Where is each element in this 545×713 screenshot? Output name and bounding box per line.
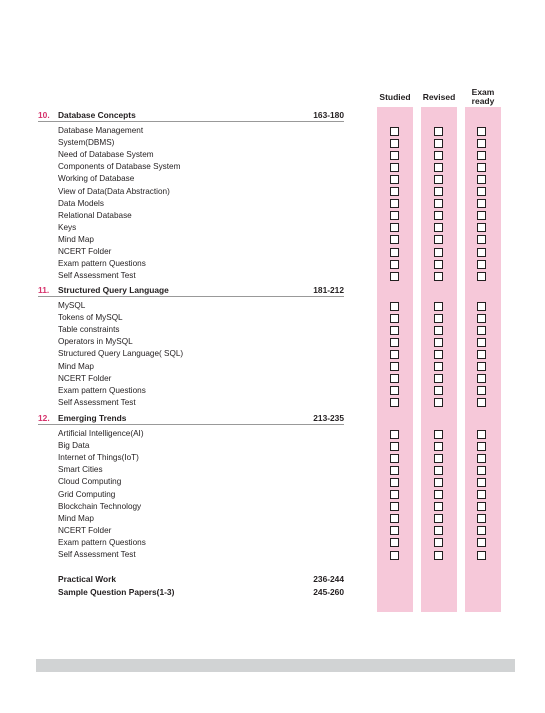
- revised-checkbox[interactable]: [434, 466, 443, 475]
- revised-checkbox[interactable]: [434, 350, 443, 359]
- topic-item: MySQL: [58, 301, 86, 310]
- studied-checkbox[interactable]: [390, 326, 399, 335]
- studied-checkbox[interactable]: [390, 490, 399, 499]
- studied-checkbox[interactable]: [390, 551, 399, 560]
- topic-item: Internet of Things(IoT): [58, 453, 139, 463]
- topic-item: Exam pattern Questions: [58, 385, 146, 395]
- revised-checkbox[interactable]: [434, 490, 443, 499]
- topic-item: Self Assessment Test: [58, 271, 136, 281]
- revised-checkbox[interactable]: [434, 398, 443, 407]
- section-number: 12.: [38, 413, 50, 423]
- topic-item: Table constraints: [58, 325, 120, 335]
- studied-checkbox[interactable]: [390, 502, 399, 511]
- topic-item: View of Data(Data Abstraction): [58, 186, 170, 196]
- exam-ready-checkbox[interactable]: [477, 127, 486, 136]
- exam-ready-checkbox[interactable]: [477, 514, 486, 523]
- studied-column-header: Studied: [379, 92, 411, 102]
- exam-ready-checkbox[interactable]: [477, 199, 486, 208]
- exam-ready-checkbox[interactable]: [477, 478, 486, 487]
- studied-checkbox[interactable]: [390, 223, 399, 232]
- revised-checkbox[interactable]: [434, 538, 443, 547]
- section-number: 10.: [38, 110, 50, 120]
- exam-ready-checkbox[interactable]: [477, 466, 486, 475]
- topic-item: Operators in MySQL: [58, 337, 133, 347]
- exam-ready-checkbox[interactable]: [477, 163, 486, 172]
- studied-checkbox[interactable]: [390, 430, 399, 439]
- exam-ready-checkbox[interactable]: [477, 260, 486, 269]
- topic-item: Self Assessment Test: [58, 550, 136, 559]
- studied-checkbox[interactable]: [390, 478, 399, 487]
- exam-ready-checkbox[interactable]: [477, 526, 486, 535]
- topic-item: Mind Map: [58, 234, 94, 244]
- revised-checkbox[interactable]: [434, 248, 443, 257]
- topic-item: Self Assessment Test: [58, 397, 136, 407]
- extra-entry: [58, 586, 344, 598]
- section-pages: 213-235: [313, 413, 344, 423]
- revised-checkbox[interactable]: [434, 314, 443, 323]
- topic-item: Exam pattern Questions: [58, 259, 146, 269]
- revised-checkbox[interactable]: [434, 235, 443, 244]
- studied-checkbox[interactable]: [390, 272, 399, 281]
- section-title: Database Concepts: [58, 110, 136, 120]
- revised-checkbox[interactable]: [434, 187, 443, 196]
- studied-checkbox[interactable]: [390, 526, 399, 535]
- studied-checkbox[interactable]: [390, 139, 399, 148]
- studied-checkbox[interactable]: [390, 151, 399, 160]
- studied-checkbox[interactable]: [390, 211, 399, 220]
- section-heading: [38, 109, 344, 122]
- extra-title: Sample Question Papers(1-3): [58, 586, 175, 597]
- exam-ready-checkbox[interactable]: [477, 374, 486, 383]
- exam-ready-checkbox[interactable]: [477, 272, 486, 281]
- topic-item: System(DBMS): [58, 138, 115, 148]
- exam-ready-checkbox[interactable]: [477, 386, 486, 395]
- topic-item: Blockchain Technology: [58, 501, 142, 511]
- topic-item: NCERT Folder: [58, 373, 112, 383]
- topic-item: Data Models: [58, 198, 104, 208]
- revised-checkbox[interactable]: [434, 430, 443, 439]
- exam-ready-column-header: Exam ready: [471, 87, 495, 106]
- studied-checkbox[interactable]: [390, 199, 399, 208]
- revised-checkbox[interactable]: [434, 175, 443, 184]
- exam-ready-checkbox[interactable]: [477, 430, 486, 439]
- studied-checkbox[interactable]: [390, 314, 399, 323]
- revised-checkbox[interactable]: [434, 139, 443, 148]
- revised-checkbox[interactable]: [434, 478, 443, 487]
- studied-checkbox[interactable]: [390, 398, 399, 407]
- revised-checkbox[interactable]: [434, 199, 443, 208]
- topic-item: Need of Database System: [58, 150, 154, 160]
- exam-ready-checkbox[interactable]: [477, 398, 486, 407]
- revised-checkbox[interactable]: [434, 260, 443, 269]
- exam-ready-checkbox[interactable]: [477, 538, 486, 547]
- extra-title: Practical Work: [58, 574, 117, 584]
- section-pages: 163-180: [313, 110, 344, 120]
- exam-ready-checkbox[interactable]: [477, 223, 486, 232]
- revised-checkbox[interactable]: [434, 326, 443, 335]
- section-number: 11.: [38, 285, 50, 295]
- studied-checkbox[interactable]: [390, 362, 399, 371]
- revised-checkbox[interactable]: [434, 127, 443, 136]
- revised-checkbox[interactable]: [434, 211, 443, 220]
- topic-item: Components of Database System: [58, 162, 181, 172]
- revised-checkbox[interactable]: [434, 526, 443, 535]
- revised-checkbox[interactable]: [434, 338, 443, 347]
- topic-item: Relational Database: [58, 210, 132, 220]
- exam-ready-checkbox[interactable]: [477, 151, 486, 160]
- extra-pages: 236-244: [313, 574, 344, 584]
- studied-checkbox[interactable]: [390, 235, 399, 244]
- exam-ready-checkbox[interactable]: [477, 187, 486, 196]
- section-heading: [38, 412, 344, 425]
- studied-checkbox[interactable]: [390, 374, 399, 383]
- revised-checkbox[interactable]: [434, 442, 443, 451]
- revised-checkbox[interactable]: [434, 551, 443, 560]
- revised-checkbox[interactable]: [434, 514, 443, 523]
- topic-item: Keys: [58, 222, 77, 232]
- exam-ready-checkbox[interactable]: [477, 442, 486, 451]
- studied-checkbox[interactable]: [390, 248, 399, 257]
- exam-ready-checkbox[interactable]: [477, 350, 486, 359]
- exam-ready-checkbox[interactable]: [477, 314, 486, 323]
- topic-item: Artificial Intelligence(AI): [58, 429, 144, 438]
- revised-checkbox[interactable]: [434, 151, 443, 160]
- revised-checkbox[interactable]: [434, 163, 443, 172]
- studied-checkbox[interactable]: [390, 454, 399, 463]
- revised-checkbox[interactable]: [434, 454, 443, 463]
- extra-pages: 245-260: [313, 586, 344, 597]
- exam-ready-checkbox[interactable]: [477, 362, 486, 371]
- revised-column-header: Revised: [422, 92, 456, 102]
- exam-ready-checkbox[interactable]: [477, 551, 486, 560]
- exam-ready-checkbox[interactable]: [477, 490, 486, 499]
- section-pages: 181-212: [313, 285, 344, 295]
- footer-bar: [36, 659, 515, 672]
- topic-item: Exam pattern Questions: [58, 537, 146, 547]
- studied-checkbox[interactable]: [390, 538, 399, 547]
- exam-ready-checkbox[interactable]: [477, 338, 486, 347]
- exam-ready-checkbox[interactable]: [477, 175, 486, 184]
- topic-item: Structured Query Language( SQL): [58, 349, 184, 359]
- section-heading: [38, 284, 344, 297]
- studied-checkbox[interactable]: [390, 350, 399, 359]
- revised-checkbox[interactable]: [434, 272, 443, 281]
- revised-checkbox[interactable]: [434, 502, 443, 511]
- studied-checkbox[interactable]: [390, 175, 399, 184]
- section-title: Emerging Trends: [58, 413, 127, 423]
- topic-item: Grid Computing: [58, 489, 116, 499]
- exam-ready-checkbox[interactable]: [477, 502, 486, 511]
- exam-ready-checkbox[interactable]: [477, 326, 486, 335]
- revised-checkbox[interactable]: [434, 223, 443, 232]
- studied-checkbox[interactable]: [390, 127, 399, 136]
- studied-checkbox[interactable]: [390, 302, 399, 311]
- topic-item: Smart Cities: [58, 465, 103, 475]
- studied-checkbox[interactable]: [390, 514, 399, 523]
- exam-ready-checkbox[interactable]: [477, 139, 486, 148]
- exam-ready-checkbox[interactable]: [477, 248, 486, 257]
- topic-item: NCERT Folder: [58, 247, 112, 256]
- topic-item: Database Management: [58, 126, 144, 135]
- studied-checkbox[interactable]: [390, 442, 399, 451]
- studied-checkbox[interactable]: [390, 163, 399, 172]
- studied-checkbox[interactable]: [390, 338, 399, 347]
- revised-checkbox[interactable]: [434, 374, 443, 383]
- studied-checkbox[interactable]: [390, 260, 399, 269]
- revised-checkbox[interactable]: [434, 302, 443, 311]
- topic-item: Cloud Computing: [58, 477, 122, 487]
- studied-checkbox[interactable]: [390, 386, 399, 395]
- revised-checkbox[interactable]: [434, 362, 443, 371]
- topic-item: Big Data: [58, 441, 90, 451]
- section-title: Structured Query Language: [58, 285, 169, 295]
- exam-ready-checkbox[interactable]: [477, 211, 486, 220]
- topic-item: Mind Map: [58, 513, 94, 523]
- studied-checkbox[interactable]: [390, 187, 399, 196]
- topic-item: Working of Database: [58, 174, 135, 184]
- topic-item: Tokens of MySQL: [58, 313, 123, 323]
- topic-item: NCERT Folder: [58, 525, 112, 535]
- topic-item: Mind Map: [58, 361, 94, 371]
- revised-checkbox[interactable]: [434, 386, 443, 395]
- exam-ready-checkbox[interactable]: [477, 235, 486, 244]
- exam-ready-checkbox[interactable]: [477, 302, 486, 311]
- exam-ready-checkbox[interactable]: [477, 454, 486, 463]
- studied-checkbox[interactable]: [390, 466, 399, 475]
- extra-entry: [58, 573, 344, 585]
